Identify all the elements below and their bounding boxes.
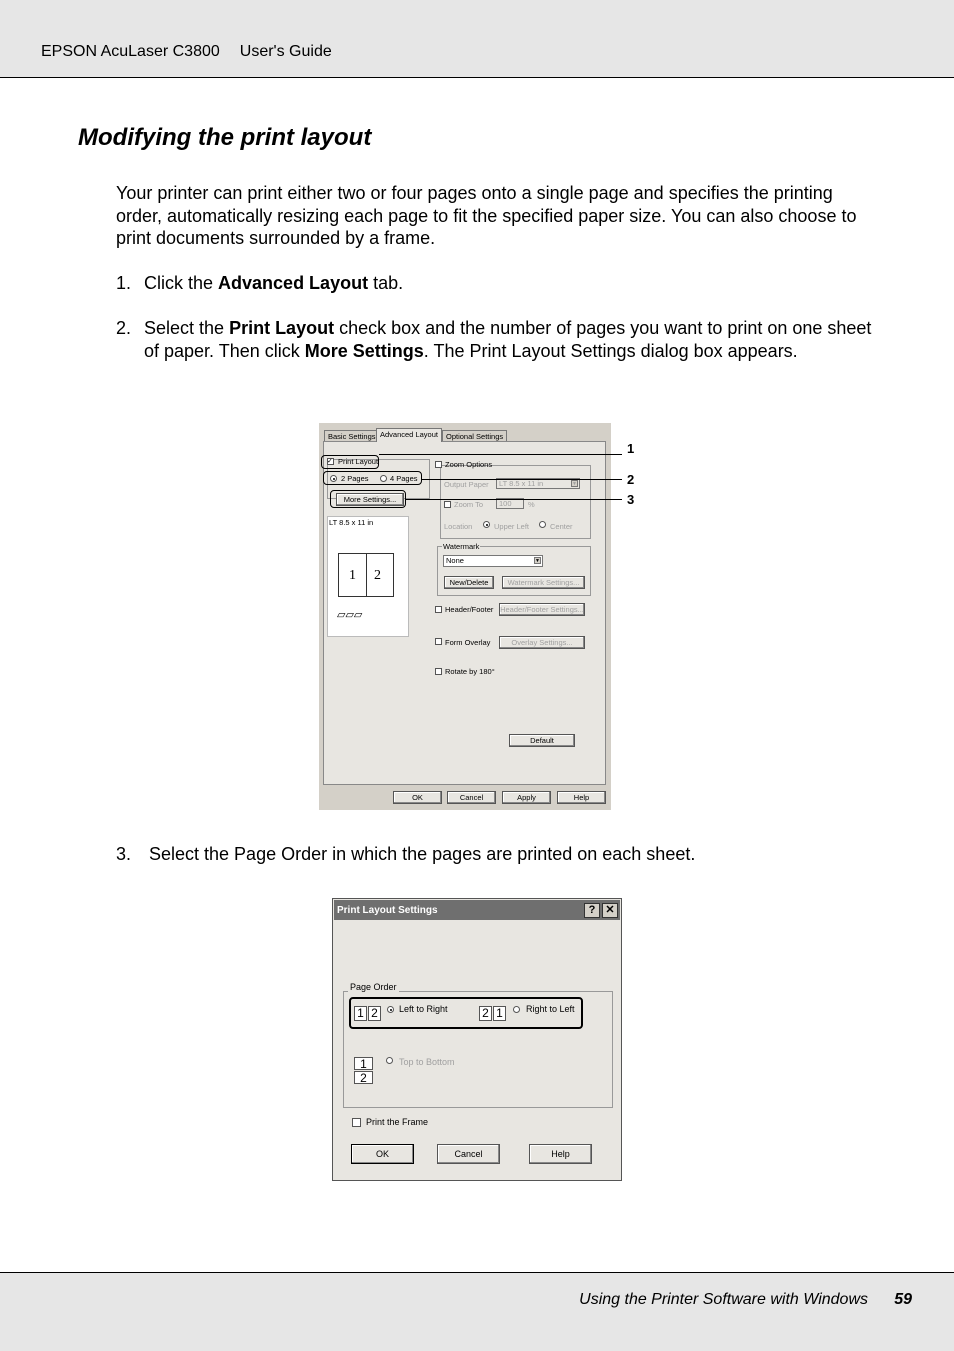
- ltr-page-2: 2: [368, 1006, 381, 1021]
- watermark-label: Watermark: [443, 542, 480, 551]
- output-paper-select[interactable]: LT 8.5 x 11 in ▼: [496, 478, 580, 489]
- ok-button[interactable]: OK: [393, 791, 442, 804]
- callout-line-3: [406, 499, 622, 500]
- footer-section: Using the Printer Software with Windows: [579, 1291, 868, 1308]
- print-layout-label: Print Layout: [338, 457, 379, 466]
- form-overlay-checkbox[interactable]: [435, 638, 442, 645]
- page-footer: [0, 1272, 954, 1351]
- advanced-layout-term: Advanced Layout: [218, 273, 369, 293]
- advanced-layout-panel: ✓ Print Layout 2 Pages 4 Pages More Settings... LT 8.5 x 11 in 1 2 ▱▱▱ Zoom Options Output Paper LT 8.5 x 11 in ▼ Zoom To 100 % Location Upper Left Center Watermark None ▼ New/Delete Watermark Settings... Header/Footer Header/Footer Settings... Form Overlay Overlay Settings... Rotate by 180° Default: [323, 441, 606, 785]
- upper-left-label: Upper Left: [494, 522, 530, 531]
- form-overlay-label: Form Overlay: [445, 638, 491, 647]
- watermark-select[interactable]: None ▼: [443, 555, 543, 567]
- chevron-down-icon: ▼: [535, 558, 540, 564]
- page-order-label: Page Order: [350, 982, 397, 992]
- cancel-button[interactable]: Cancel: [447, 791, 496, 804]
- more-settings-term: More Settings: [304, 340, 424, 361]
- zoom-to-label: Zoom To: [454, 500, 484, 509]
- step-2: 2. Select the Print Layout check box and the number of pages you want to print on one sheet of paper. Then click More Settings. The Print Layout Settings dialog box appears.: [116, 318, 872, 361]
- dialog-titlebar: [334, 900, 620, 920]
- page-header: [0, 0, 954, 78]
- rotate-checkbox[interactable]: [435, 668, 442, 675]
- callout-line-1: [379, 454, 622, 455]
- advanced-layout-dialog: [319, 423, 611, 810]
- step-1: 1. Click the Advanced Layout tab.: [116, 273, 404, 293]
- new-delete-button[interactable]: New/Delete: [444, 576, 494, 589]
- chevron-down-icon: ▼: [572, 481, 577, 487]
- header-product: EPSON AcuLaser C3800: [41, 43, 220, 60]
- cancel-button[interactable]: Cancel: [437, 1144, 500, 1164]
- left-to-right-label: Left to Right: [399, 1004, 448, 1014]
- intro-paragraph: Your printer can print either two or four pages onto a single page and specifies the printing order, automatically resizing each page to fit the specified paper size. You can also choose to print documents surrounded by a frame.: [116, 183, 857, 249]
- tab-advanced-layout[interactable]: Advanced Layout: [376, 428, 442, 442]
- zoom-value-field[interactable]: 100: [496, 498, 524, 509]
- layout-preview: [327, 516, 409, 637]
- header-footer-settings-button[interactable]: Header/Footer Settings...: [500, 605, 584, 614]
- rtl-page-2: 2: [479, 1006, 492, 1021]
- print-frame-checkbox[interactable]: [352, 1118, 361, 1127]
- step-3: 3. Select the Page Order in which the pages are printed on each sheet.: [116, 844, 696, 864]
- location-label: Location: [444, 522, 473, 531]
- watermark-settings-button[interactable]: Watermark Settings...: [502, 576, 585, 589]
- left-to-right-radio[interactable]: [387, 1006, 394, 1013]
- preview-page-1: 1: [349, 568, 356, 583]
- header-guide: User's Guide: [239, 43, 332, 60]
- header-text: [41, 43, 332, 61]
- overlay-settings-button[interactable]: Overlay Settings...: [499, 636, 585, 649]
- zoom-unit: %: [528, 500, 535, 509]
- preview-page-2: 2: [374, 568, 381, 583]
- step-number: 3.: [116, 844, 132, 864]
- more-settings-button[interactable]: More Settings...: [336, 493, 404, 506]
- help-button[interactable]: Help: [557, 791, 606, 804]
- rtl-page-1: 1: [493, 1006, 506, 1021]
- callout-number-2: 2: [627, 472, 635, 487]
- output-paper-label: Output Paper: [444, 480, 489, 489]
- right-to-left-label: Right to Left: [526, 1004, 575, 1014]
- four-pages-label: 4 Pages: [390, 474, 418, 483]
- callout-number-3: 3: [627, 492, 635, 507]
- callout-line-2: [422, 479, 622, 480]
- zoom-options-checkbox[interactable]: [435, 461, 442, 468]
- step-number: 2.: [116, 318, 132, 338]
- zoom-options-label: Zoom Options: [445, 460, 493, 469]
- ok-button[interactable]: OK: [351, 1144, 414, 1164]
- step-number: 1.: [116, 273, 132, 293]
- close-icon[interactable]: ✕: [602, 903, 618, 918]
- preview-sheet: [338, 553, 394, 597]
- upper-left-radio[interactable]: [483, 521, 490, 528]
- header-footer-label: Header/Footer: [445, 605, 494, 614]
- right-to-left-radio[interactable]: [513, 1006, 520, 1013]
- center-label: Center: [550, 522, 573, 531]
- print-layout-settings-dialog: [332, 898, 622, 1181]
- dialog-title: Print Layout Settings: [337, 905, 438, 916]
- default-button[interactable]: Default: [509, 734, 575, 747]
- header-footer-checkbox[interactable]: [435, 606, 442, 613]
- page-number: 59: [894, 1291, 912, 1308]
- help-icon[interactable]: ?: [584, 903, 600, 918]
- stack-icons: ▱▱▱: [337, 609, 363, 621]
- callout-ring-2: [323, 471, 422, 485]
- tab-basic-settings[interactable]: Basic Settings: [324, 430, 380, 442]
- tab-optional-settings[interactable]: Optional Settings: [442, 430, 507, 442]
- help-button[interactable]: Help: [529, 1144, 592, 1164]
- center-radio[interactable]: [539, 521, 546, 528]
- apply-button[interactable]: Apply: [502, 791, 551, 804]
- paper-size-label: LT 8.5 x 11 in: [329, 518, 374, 527]
- ltr-page-1: 1: [354, 1006, 367, 1021]
- section-title: Modifying the print layout: [78, 124, 372, 151]
- top-to-bottom-radio[interactable]: [386, 1057, 393, 1064]
- callout-ring-1: [321, 455, 379, 469]
- top-to-bottom-label: Top to Bottom: [399, 1057, 455, 1067]
- ttb-page-2: 2: [354, 1071, 373, 1084]
- ttb-page-1: 1: [354, 1057, 373, 1070]
- print-frame-label: Print the Frame: [366, 1117, 429, 1127]
- callout-ring-3: [330, 490, 406, 508]
- two-pages-label: 2 Pages: [341, 474, 369, 483]
- rotate-label: Rotate by 180°: [445, 667, 495, 676]
- zoom-to-checkbox[interactable]: [444, 501, 451, 508]
- print-layout-term: Print Layout: [229, 318, 335, 338]
- callout-number-1: 1: [627, 441, 635, 456]
